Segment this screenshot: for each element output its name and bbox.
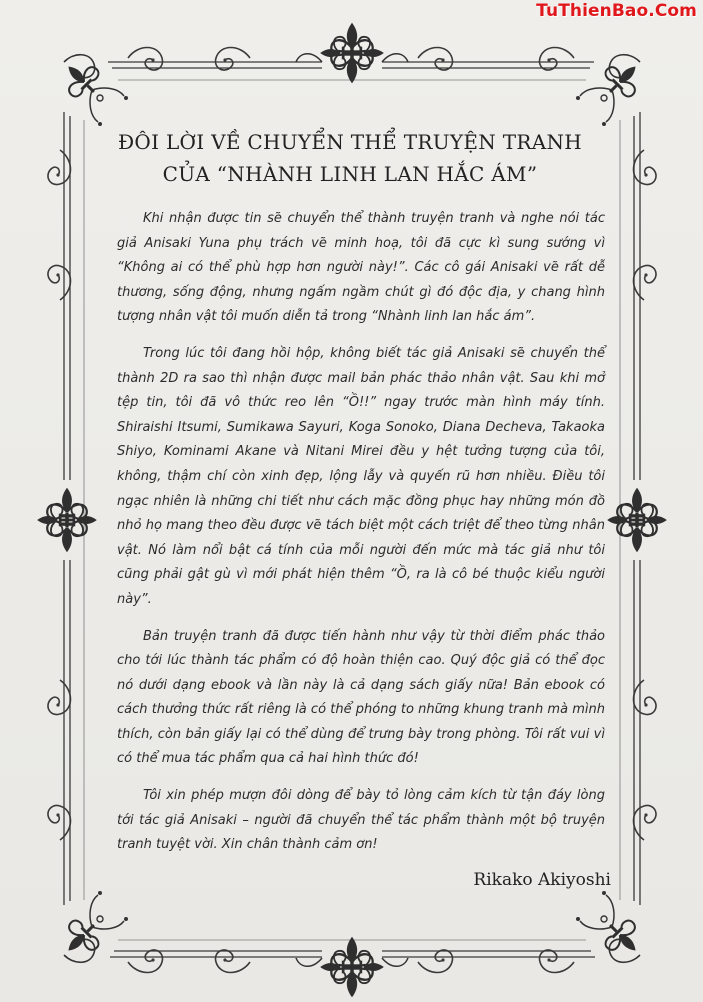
title-line-2: CỦA “NHÀNH LINH LAN HẮC ÁM”	[162, 162, 538, 186]
paragraph-1: Khi nhận được tin sẽ chuyển thể thành truyện tranh và nghe nói tác giả Anisaki Yuna phụ trách vẽ minh hoạ, tôi đã cực kì sung sướng vì “Không ai có thể phù hợp hơn người này!”. Các cô gái Anisaki vẽ rất dễ thương, sống động, nhưng ngấm ngầm chút gì đó độc địa, y chang hình tượng nhân vật tôi muốn diễn tả trong “Nhành linh lan hắc ám”.	[117, 211, 605, 325]
body-text	[117, 207, 605, 870]
page-title	[100, 126, 600, 190]
watermark-text: TuThienBao.Com	[536, 1, 697, 21]
paragraph-3: Bản truyện tranh đã được tiến hành như vậy từ thời điểm phác thảo cho tới lúc thành tác phẩm có độ hoàn thiện cao. Quý độc giả có thể đọc nó dưới dạng ebook và lần này là cả dạng sách giấy nữa! Bản ebook có cách thưởng thức rất riêng là có thể phóng to những khung tranh mà mình thích, còn bản giấy lại có thể dùng để trưng bày trong phòng. Tôi rất vui vì có thể mua tác phẩm qua cả hai hình thức đó!	[117, 628, 605, 767]
paragraph-4: Tôi xin phép mượn đôi dòng để bày tỏ lòng cảm kích từ tận đáy lòng tới tác giả Anisaki – người đã chuyển thể tác phẩm thành một bộ truyện tranh tuyệt vời. Xin chân thành cảm ơn!	[117, 788, 605, 853]
author-signature: Rikako Akiyoshi	[473, 870, 611, 890]
paragraph-2: Trong lúc tôi đang hồi hộp, không biết tác giả Anisaki sẽ chuyển thể thành 2D ra sao thì nhận được mail bản phác thảo nhân vật. Sau khi mở tệp tin, tôi đã vô thức reo lên “Ồ!!” ngay trước màn hình máy tính. Shiraishi Itsumi, Sumikawa Sayuri, Koga Sonoko, Diana Decheva, Takaoka Shiyo, Kominami Akane và Nitani Mirei đều y hệt tưởng tượng của tôi, không, thậm chí còn xinh đẹp, lộng lẫy và quyến rũ hơn nhiều. Điều tôi ngạc nhiên là những chi tiết như cách mặc đồng phục hay những món đồ nhỏ họ mang theo đều được vẽ tách biệt một cách triệt để theo từng nhân vật. Nó làm nổi bật cá tính của mỗi người đến mức mà tác giả như tôi cũng phải gật gù vì mới phát hiện thêm “Ồ, ra là cô bé thuộc kiểu người này”.	[117, 345, 605, 607]
title-line-1: ĐÔI LỜI VỀ CHUYỂN THỂ TRUYỆN TRANH	[117, 130, 583, 154]
